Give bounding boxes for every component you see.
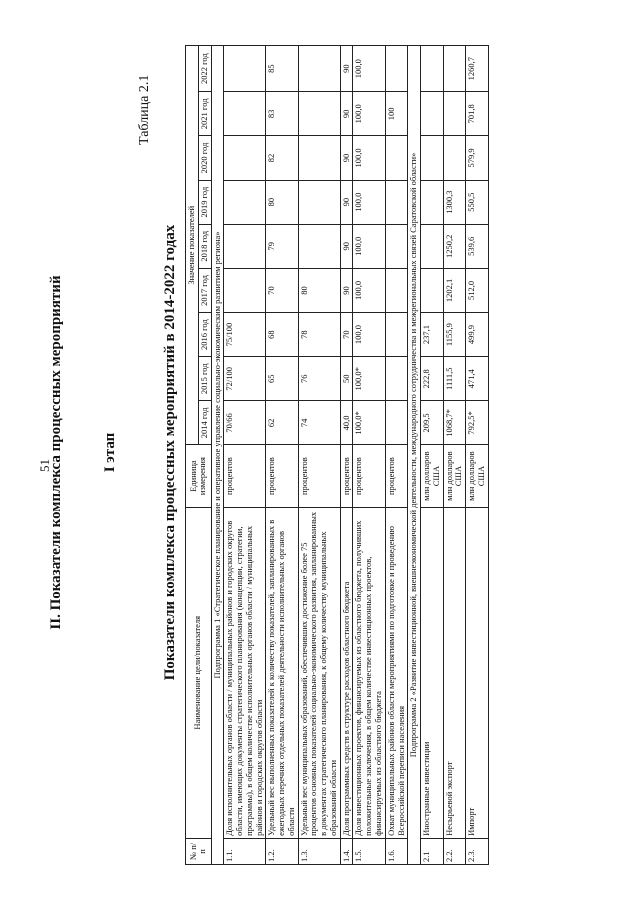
value-cell: 68: [266, 313, 298, 357]
table-row: [340, 46, 353, 865]
indicator-name: Доля исполнительных органов области / муниципальных районов и городских округов области, имеющих документы стратегического планирования (концепции, стратегии, программы), в общем количестве исполнительных органов области / муниципальных районов и городских округов области: [224, 507, 266, 838]
value-cell: [224, 224, 266, 268]
indicator-name: Доля инвестиционных проектов, финансируемых из областного бюджета, получивших положительные заключения, в общем количестве инвестиционных проектов, финансируемых из областного бюджета: [353, 507, 385, 838]
indicator-name: Охват муниципальных районов области мероприятиями по подготовке и проведению Всероссийской переписи населения: [385, 507, 408, 838]
subprogram-title: Подпрограмма 1 «Стратегическое планирование и оперативное управление социально-экономическим развитием региона»: [211, 46, 224, 865]
value-cell: 792,5*: [466, 401, 489, 445]
value-cell: 1202,1: [443, 268, 466, 312]
table-row: [443, 46, 466, 865]
value-cell: 100,0*: [353, 401, 385, 445]
value-cell: [224, 46, 266, 92]
subprogram-row: [408, 46, 421, 865]
value-cell: 100: [385, 92, 408, 136]
subprogram-row: [211, 46, 224, 865]
header-year: 2022 год: [198, 46, 211, 92]
value-cell: 100,0: [353, 92, 385, 136]
table-title: Показатели комплекса процессных мероприятий в 2014-2022 годах: [162, 224, 178, 681]
value-cell: 1155,9: [443, 313, 466, 357]
table-row: [266, 46, 298, 865]
header-name: Наименование цели/показателя: [186, 507, 212, 838]
value-cell: [385, 313, 408, 357]
indicator-unit: млн долларов США: [421, 445, 444, 507]
value-cell: 76: [298, 357, 340, 401]
value-cell: 40,0: [340, 401, 353, 445]
value-cell: 70/66: [224, 401, 266, 445]
value-cell: 90: [340, 136, 353, 180]
value-cell: [298, 136, 340, 180]
value-cell: 1068,7*: [443, 401, 466, 445]
value-cell: [298, 224, 340, 268]
value-cell: 70: [340, 313, 353, 357]
value-cell: 100,0: [353, 136, 385, 180]
value-cell: 499,9: [466, 313, 489, 357]
value-cell: 100,0: [353, 268, 385, 312]
row-number: 1.6.: [385, 838, 408, 864]
table-row: [421, 46, 444, 865]
value-cell: 1250,2: [443, 224, 466, 268]
value-cell: 100,0: [353, 224, 385, 268]
value-cell: 78: [298, 313, 340, 357]
value-cell: 80: [266, 180, 298, 224]
indicator-unit: процентов: [340, 445, 353, 507]
value-cell: 90: [340, 92, 353, 136]
indicator-unit: процентов: [385, 445, 408, 507]
table-row: [353, 46, 385, 865]
value-cell: 75/100: [224, 313, 266, 357]
value-cell: 539,6: [466, 224, 489, 268]
value-cell: 579,9: [466, 136, 489, 180]
value-cell: 100,0: [353, 46, 385, 92]
value-cell: 550,5: [466, 180, 489, 224]
row-number: 2.2.: [443, 838, 466, 864]
value-cell: [385, 357, 408, 401]
value-cell: [421, 92, 444, 136]
header-year: 2016 год: [198, 313, 211, 357]
value-cell: [385, 46, 408, 92]
value-cell: 62: [266, 401, 298, 445]
section-title: II. Показатели комплекса процессных мероприятий: [48, 275, 64, 630]
indicator-unit: млн долларов США: [466, 445, 489, 507]
row-number: 1.4.: [340, 838, 353, 864]
table-row: [385, 46, 408, 865]
value-cell: 1300,3: [443, 180, 466, 224]
value-cell: 1260,7: [466, 46, 489, 92]
value-cell: 70: [266, 268, 298, 312]
value-cell: 237,1: [421, 313, 444, 357]
table-label: Таблица 2.1: [137, 74, 152, 145]
value-cell: 222,8: [421, 357, 444, 401]
header-values-group: Значение показателей: [186, 46, 199, 445]
stage-title: I этап: [102, 432, 118, 473]
header-year: 2019 год: [198, 180, 211, 224]
value-cell: 65: [266, 357, 298, 401]
value-cell: [385, 401, 408, 445]
indicator-name: Удельный вес муниципальных образований, обеспечивших достижение более 75 процентов основных показателей социально-экономического развития, запланированных в документах стратегического планирования, к общему количеству муниципальных образований области: [298, 507, 340, 838]
value-cell: 74: [298, 401, 340, 445]
header-year: 2018 год: [198, 224, 211, 268]
indicators-table: [185, 45, 489, 865]
row-number: 2.1: [421, 838, 444, 864]
indicator-unit: процентов: [353, 445, 385, 507]
table-row: [224, 46, 266, 865]
value-cell: 100,0*: [353, 357, 385, 401]
value-cell: [224, 92, 266, 136]
value-cell: 100,0: [353, 180, 385, 224]
header-year: 2021 год: [198, 92, 211, 136]
value-cell: 701,8: [466, 92, 489, 136]
header-year: 2017 год: [198, 268, 211, 312]
row-number: 1.1.: [224, 838, 266, 864]
row-number: 2.3.: [466, 838, 489, 864]
value-cell: 100,0: [353, 313, 385, 357]
header-unit: Единица измерения: [186, 445, 212, 507]
indicator-name: Доля программных средств в структуре расходов областного бюджета: [340, 507, 353, 838]
value-cell: [298, 92, 340, 136]
value-cell: 83: [266, 92, 298, 136]
value-cell: [421, 136, 444, 180]
value-cell: [298, 180, 340, 224]
value-cell: [385, 136, 408, 180]
value-cell: [421, 46, 444, 92]
value-cell: [421, 268, 444, 312]
indicator-name: Иностранные инвестиции: [421, 507, 444, 838]
value-cell: 90: [340, 180, 353, 224]
value-cell: 85: [266, 46, 298, 92]
indicator-name: Импорт: [466, 507, 489, 838]
value-cell: 512,0: [466, 268, 489, 312]
header-num: № п/п: [186, 838, 212, 864]
row-number: 1.2.: [266, 838, 298, 864]
value-cell: [298, 46, 340, 92]
value-cell: [224, 136, 266, 180]
value-cell: [385, 224, 408, 268]
value-cell: [443, 92, 466, 136]
table-row: [298, 46, 340, 865]
value-cell: [224, 268, 266, 312]
value-cell: 72/100: [224, 357, 266, 401]
header-year: 2015 год: [198, 357, 211, 401]
value-cell: [224, 180, 266, 224]
value-cell: 471,4: [466, 357, 489, 401]
value-cell: 82: [266, 136, 298, 180]
value-cell: 90: [340, 268, 353, 312]
value-cell: 90: [340, 224, 353, 268]
table-row: [466, 46, 489, 865]
value-cell: [443, 136, 466, 180]
page-number: 51: [37, 459, 52, 472]
value-cell: 90: [340, 46, 353, 92]
value-cell: 79: [266, 224, 298, 268]
row-number: 1.5.: [353, 838, 385, 864]
subprogram-title: Подпрограмма 2 «Развитие инвестиционной, внешнеэкономической деятельности, международного сотрудничества и межрегиональных связей Саратовской области»: [408, 46, 421, 865]
value-cell: [385, 268, 408, 312]
indicator-name: Несырьевой экспорт: [443, 507, 466, 838]
indicator-name: Удельный вес выполненных показателей к количеству показателей, запланированных в ежегодных перечнях отдельных показателей деятельности исполнительных органов области: [266, 507, 298, 838]
indicator-unit: процентов: [266, 445, 298, 507]
value-cell: [385, 180, 408, 224]
value-cell: 80: [298, 268, 340, 312]
value-cell: 50: [340, 357, 353, 401]
header-year: 2014 год: [198, 401, 211, 445]
value-cell: [443, 46, 466, 92]
row-number: 1.3.: [298, 838, 340, 864]
value-cell: [421, 224, 444, 268]
header-year: 2020 год: [198, 136, 211, 180]
indicator-unit: процентов: [298, 445, 340, 507]
value-cell: 209,5: [421, 401, 444, 445]
value-cell: [421, 180, 444, 224]
indicator-unit: процентов: [224, 445, 266, 507]
indicator-unit: млн долларов США: [443, 445, 466, 507]
value-cell: 1111,5: [443, 357, 466, 401]
